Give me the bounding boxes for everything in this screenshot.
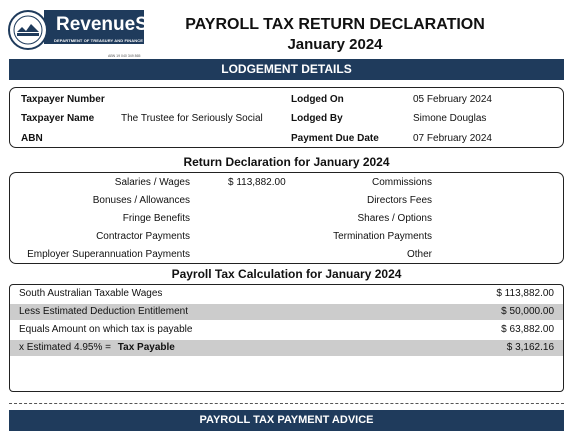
document-period: January 2024: [287, 36, 383, 53]
taxable-amount-value: $ 63,882.00: [501, 324, 554, 335]
taxable-wages-label: South Australian Taxable Wages: [19, 288, 163, 299]
commissions-label: Commissions: [371, 177, 432, 188]
employer-super-label: Employer Superannuation Payments: [27, 249, 190, 260]
taxable-wages-row: [10, 286, 563, 302]
salaries-wages-label: Salaries / Wages: [114, 177, 190, 188]
taxable-amount-row: [10, 322, 563, 338]
tax-calculation-title: Payroll Tax Calculation for January 2024: [171, 267, 402, 281]
revenuesa-logo: [8, 8, 162, 58]
taxpayer-name-value: The Trustee for Seriously Social: [121, 113, 263, 124]
shares-options-label: Shares / Options: [357, 213, 432, 224]
deduction-entitlement-value: $ 50,000.00: [501, 306, 554, 317]
termination-payments-label: Termination Payments: [333, 231, 432, 242]
salaries-wages-value: $ 113,882.00: [228, 177, 286, 188]
logo-abn: ABN 19 040 349 865: [108, 54, 141, 58]
fringe-benefits-label: Fringe Benefits: [122, 213, 190, 224]
lodged-by-label: Lodged By: [291, 113, 343, 124]
logo-department: DEPARTMENT OF TREASURY AND FINANCE: [54, 38, 143, 43]
deduction-entitlement-row: [10, 304, 563, 320]
payment-due-label: Payment Due Date: [291, 133, 379, 144]
bonuses-allowances-label: Bonuses / Allowances: [92, 195, 190, 206]
tax-payable-label: Tax Payable: [117, 342, 175, 353]
document-title: PAYROLL TAX RETURN DECLARATION: [185, 16, 485, 33]
deduction-entitlement-label: Less Estimated Deduction Entitlement: [19, 306, 188, 317]
abn-label: ABN: [21, 133, 43, 144]
tax-rate-label: x Estimated 4.95% =: [19, 342, 111, 353]
lodgement-details-box: [9, 87, 564, 148]
directors-fees-label: Directors Fees: [366, 195, 432, 206]
taxable-amount-label: Equals Amount on which tax is payable: [19, 324, 193, 335]
return-declaration-box: [9, 172, 564, 264]
payment-due-value: 07 February 2024: [413, 133, 492, 144]
tax-payable-row: [10, 340, 563, 356]
lodged-on-value: 05 February 2024: [413, 94, 492, 105]
tax-rate-text: [19, 340, 175, 356]
lodgement-details-band: LODGEMENT DETAILS: [9, 59, 564, 80]
taxable-wages-value: $ 113,882.00: [496, 288, 554, 299]
other-label: Other: [406, 249, 432, 260]
lodged-by-value: Simone Douglas: [413, 113, 487, 124]
return-declaration-title: Return Declaration for January 2024: [183, 155, 390, 169]
taxpayer-name-label: Taxpayer Name: [21, 113, 95, 124]
lodged-on-label: Lodged On: [291, 94, 344, 105]
taxpayer-number-label: Taxpayer Number: [21, 94, 105, 105]
logo-brand: RevenueSA: [56, 14, 162, 35]
payment-advice-band: PAYROLL TAX PAYMENT ADVICE: [9, 410, 564, 431]
tax-payable-value: $ 3,162.16: [506, 342, 554, 353]
tear-off-divider: [9, 403, 564, 404]
contractor-payments-label: Contractor Payments: [96, 231, 190, 242]
tax-calculation-box: [9, 284, 564, 392]
